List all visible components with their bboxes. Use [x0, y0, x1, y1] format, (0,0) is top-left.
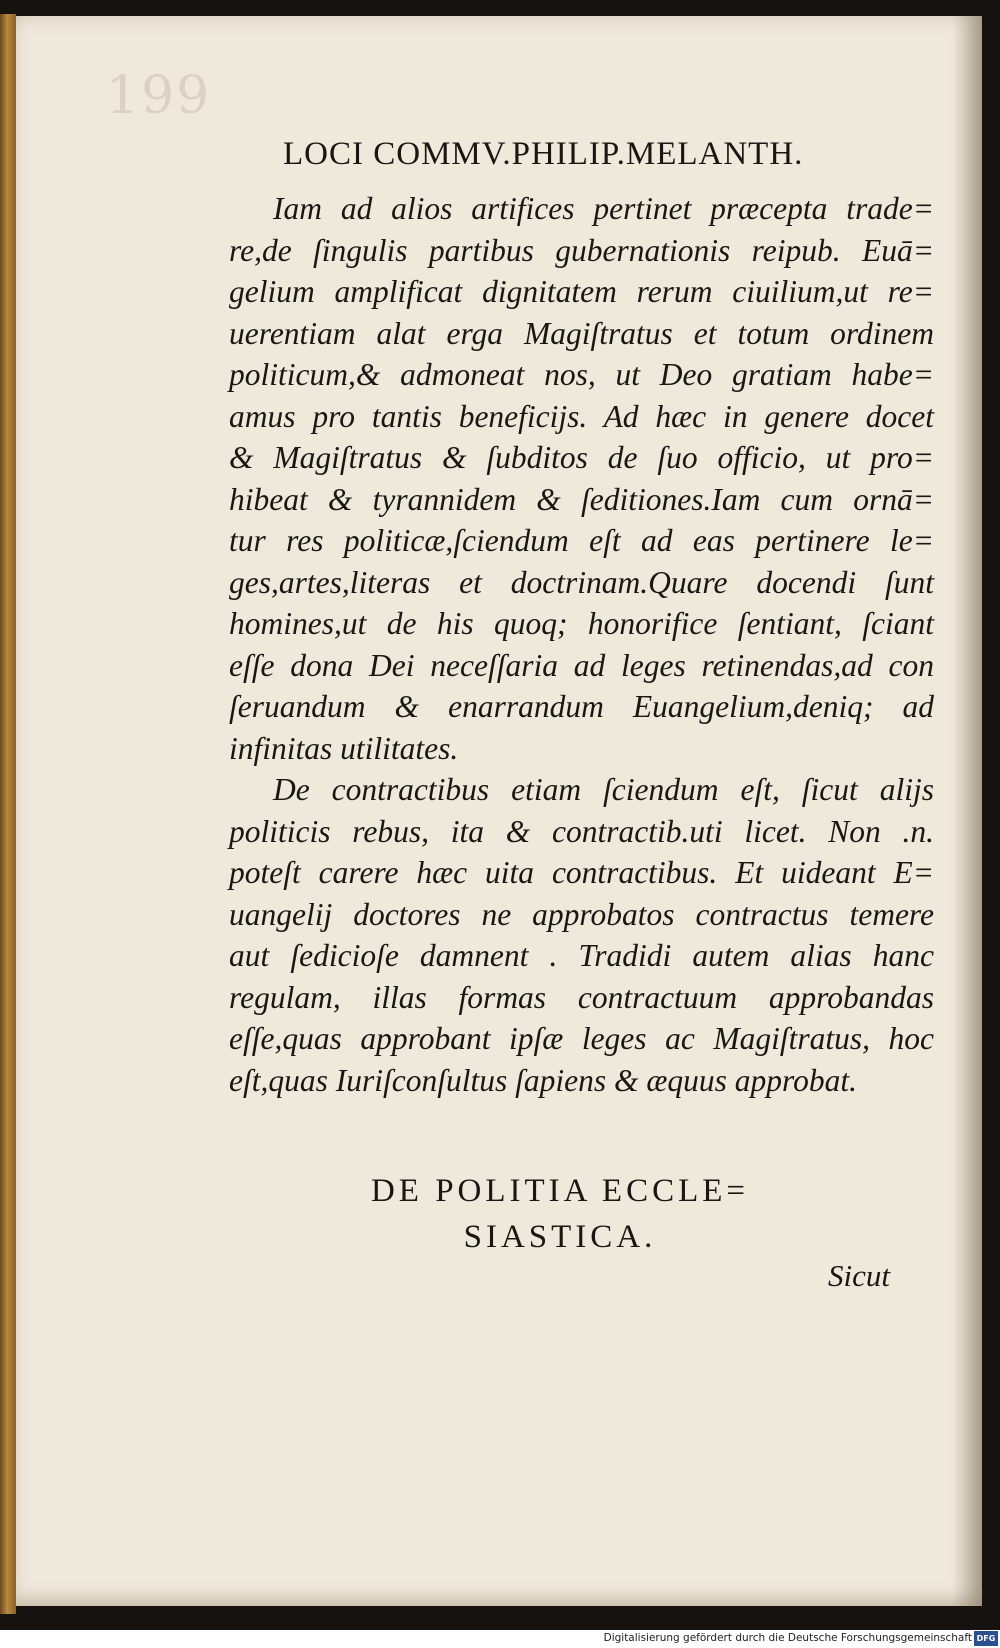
dfg-logo: DFG	[974, 1631, 998, 1646]
text-line: re,de ſingulis partibus gubernationis reipub. Euā=	[229, 232, 934, 268]
text-line: eſſe dona Dei neceſſaria ad leges retinendas,ad con	[229, 647, 934, 683]
footer-credit: Digitalisierung gefördert durch die Deutsche Forschungsgemeinschaft	[603, 1632, 972, 1644]
text-line: eſt,quas Iuriſconſultus ſapiens & æquus approbat.	[229, 1062, 857, 1098]
body-text	[229, 188, 934, 1101]
text-line: hibeat & tyrannidem & ſeditiones.Iam cum ornā=	[229, 481, 934, 517]
text-line: uerentiam alat erga Magiſtratus et totum ordinem	[229, 315, 934, 351]
catchword: Sicut	[828, 1258, 890, 1293]
text-line: ſeruandum & enarrandum Euangelium,deniq; ad	[229, 689, 934, 724]
page-gutter-shadow	[952, 16, 982, 1606]
book-fore-edge	[0, 14, 16, 1614]
text-line: infinitas utilitates.	[229, 730, 459, 766]
section-heading-line: SIASTICA.	[463, 1219, 657, 1255]
text-line: ges,artes,literas et doctrinam.Quare docendi ſunt	[229, 564, 934, 600]
section-heading-line: DE POLITIA ECCLE=	[370, 1173, 750, 1209]
running-head: LOCI COMMV.PHILIP.MELANTH.	[283, 136, 804, 172]
text-line: gelium amplificat dignitatem rerum ciuilium,ut re=	[229, 274, 934, 309]
text-line: aut ſedicioſe damnent . Tradidi autem alias hanc	[229, 938, 934, 973]
text-line: politicum,& admoneat nos, ut Deo gratiam habe=	[229, 357, 934, 392]
text-line: regulam, illas formas contractuum approbandas	[229, 979, 934, 1015]
text-line: uangelij doctores ne approbatos contractus temere	[229, 896, 934, 932]
text-line: politicis rebus, ita & contractib.uti licet. Non .n.	[229, 813, 934, 849]
text-line: poteſt carere hæc uita contractibus. Et uideant E=	[229, 855, 934, 890]
text-line: homines,ut de his quoq; honorifice ſentiant, ſciant	[229, 606, 934, 641]
text-line: & Magiſtratus & ſubditos de ſuo officio, ut pro=	[229, 440, 934, 475]
text-line: Iam ad alios artifices pertinet præcepta trade=	[273, 191, 934, 226]
text-line: amus pro tantis beneficijs. Ad hæc in genere docet	[229, 398, 934, 434]
text-line: tur res politicæ,ſciendum eſt ad eas pertinere le=	[229, 523, 934, 558]
ghost-folio-number: 199	[106, 66, 212, 126]
text-line: eſſe,quas approbant ipſæ leges ac Magiſtratus, hoc	[229, 1021, 934, 1056]
section-heading	[240, 1168, 880, 1260]
text-line: De contractibus etiam ſciendum eſt, ſicut alijs	[273, 772, 934, 807]
